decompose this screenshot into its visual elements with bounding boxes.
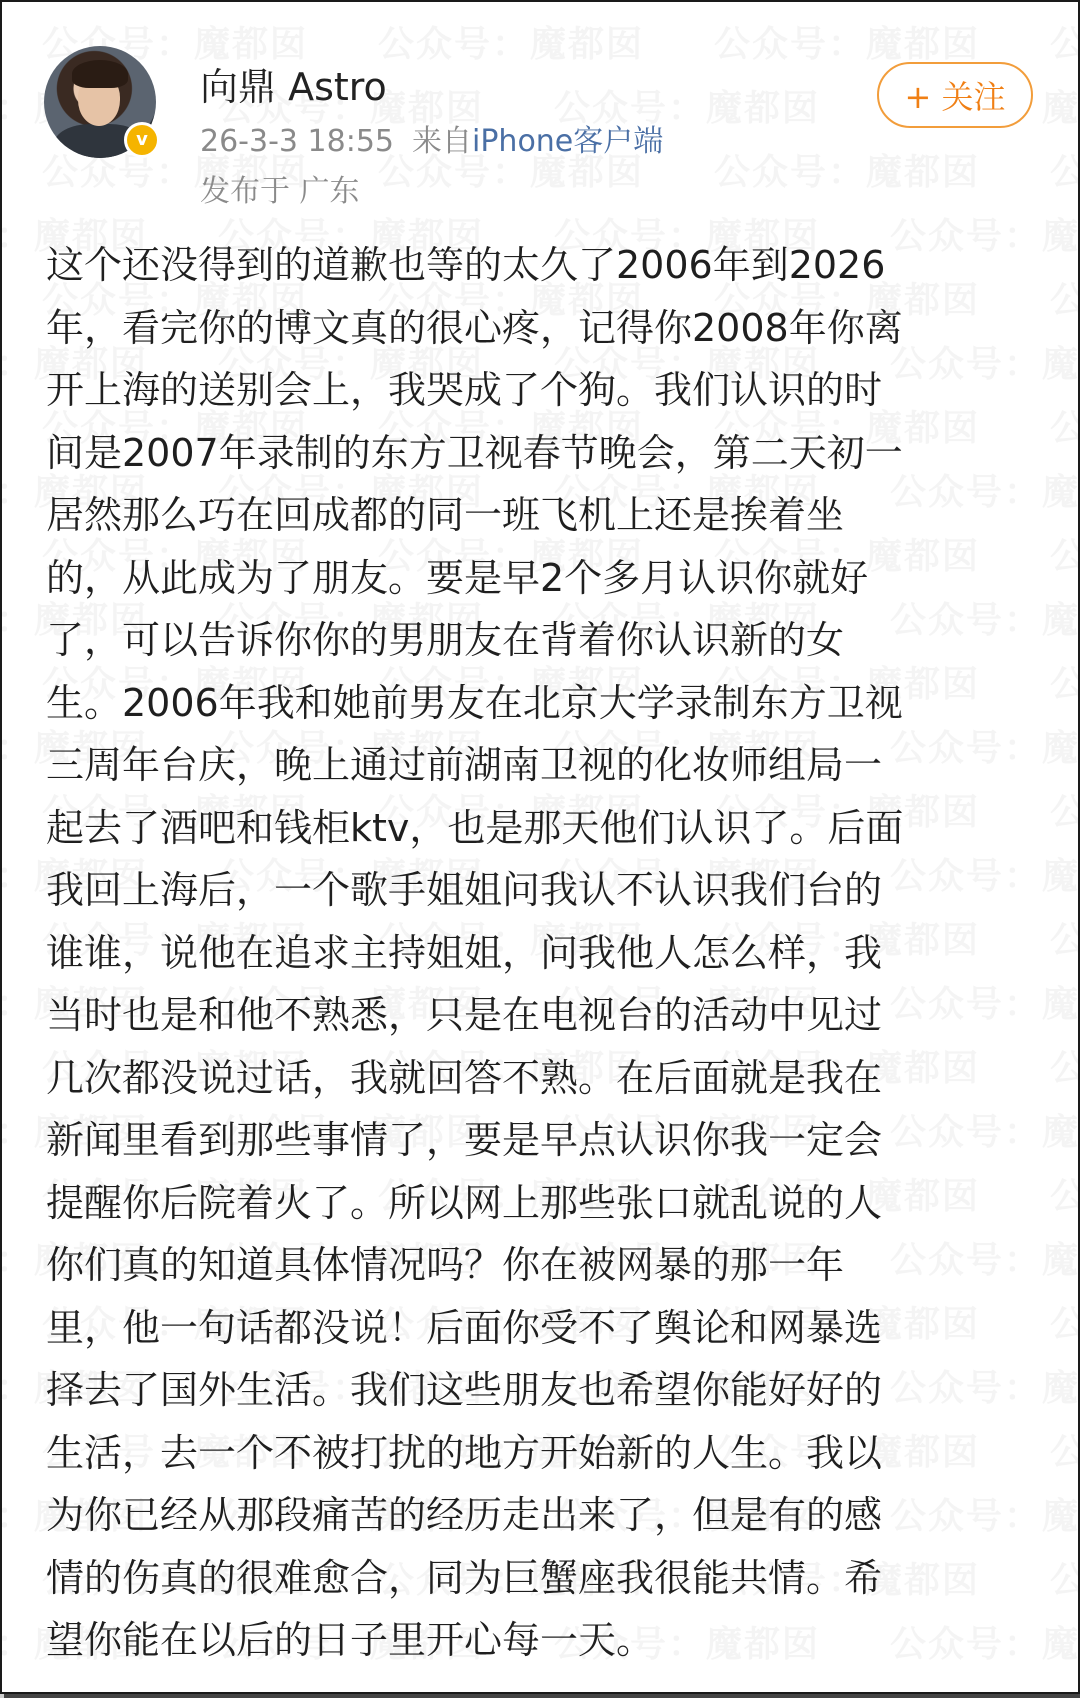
post-text-line: 间是2007年录制的东方卫视春节晚会，第二天初一 xyxy=(46,430,903,475)
watermark-text xyxy=(1050,536,1080,577)
user-name[interactable]: 向鼎 Astro xyxy=(200,65,387,109)
post-text-line: 的，从此成为了朋友。要是早2个多月认识你就好 xyxy=(46,555,869,600)
post-text-line: 为你已经从那段痛苦的经历走出来了，但是有的感 xyxy=(46,1493,883,1537)
post-text-line: 当时也是和他不熟悉，只是在电视台的活动中见过 xyxy=(46,993,883,1037)
watermark-text xyxy=(1050,664,1080,705)
post-meta xyxy=(200,116,663,160)
post-text-line: 新闻里看到那些事情了，要是早点认识你我一定会 xyxy=(46,1118,883,1162)
post-text-line: 居然那么巧在回成都的同一班飞机上还是挨着坐 xyxy=(46,493,845,537)
post-text-line: 提醒你后院着火了。所以网上那些张口就乱说的人 xyxy=(46,1180,883,1225)
post-text-line: 我回上海后，一个歌手姐姐问我认不认识我们台的 xyxy=(46,868,883,912)
post-text-line: 三周年台庆，晚上通过前湖南卫视的化妆师组局一 xyxy=(46,743,883,787)
watermark-text xyxy=(1050,792,1080,833)
post-text-line: 情的伤真的很难愈合，同为巨蟹座我很能共情。希 xyxy=(46,1555,883,1600)
post-text-line: 起去了酒吧和钱柜ktv，也是那天他们认识了。后面 xyxy=(46,805,904,850)
watermark-text xyxy=(1050,280,1080,321)
avatar-hair xyxy=(72,60,128,88)
post-location: 发布于 广东 xyxy=(200,174,360,209)
post-text-line: 这个还没得到的道歉也等的太久了2006年到2026 xyxy=(46,243,886,287)
post-text-line: 谁谁，说他在追求主持姐姐，问我他人怎么样，我 xyxy=(46,930,883,975)
post-text-line: 了，可以告诉你你的男朋友在背着你认识新的女 xyxy=(46,618,845,662)
post-text-line: 生活，去一个不被打扰的地方开始新的人生。我以 xyxy=(46,1430,883,1475)
post-text-line: 年，看完你的博文真的很心疼，记得你2008年你离 xyxy=(46,305,903,350)
post-text-line: 望你能在以后的日子里开心每一天。 xyxy=(46,1618,655,1662)
source-app-link[interactable]: iPhone客户端 xyxy=(472,124,664,159)
watermark-text xyxy=(1050,1176,1080,1217)
post-timestamp: 26-3-3 18:55 xyxy=(200,124,394,159)
source-prefix: 来自 xyxy=(412,124,472,159)
follow-button[interactable]: + 关注 xyxy=(877,62,1033,128)
watermark-text xyxy=(1050,1304,1080,1345)
post-text-line: 你们真的知道具体情况吗？你在被网暴的那一年 xyxy=(46,1243,845,1287)
watermark-text xyxy=(1050,1048,1080,1089)
post-text-line: 择去了国外生活。我们这些朋友也希望你能好好的 xyxy=(46,1368,883,1412)
post-content xyxy=(46,234,1046,1672)
watermark-text xyxy=(1050,920,1080,961)
verified-badge-icon: v xyxy=(124,122,160,158)
watermark-text xyxy=(1050,1432,1080,1473)
post-text-line: 开上海的送别会上，我哭成了个狗。我们认识的时 xyxy=(46,368,883,412)
post-text-line: 生。2006年我和她前男友在北京大学录制东方卫视 xyxy=(46,680,903,725)
post-text-line: 里，他一句话都没说！后面你受不了舆论和网暴选 xyxy=(46,1305,883,1350)
post-header xyxy=(2,2,1078,222)
watermark-text xyxy=(1050,408,1080,449)
post-text-line: 几次都没说过话，我就回答不熟。在后面就是我在 xyxy=(46,1055,883,1100)
watermark-text xyxy=(1050,1560,1080,1601)
